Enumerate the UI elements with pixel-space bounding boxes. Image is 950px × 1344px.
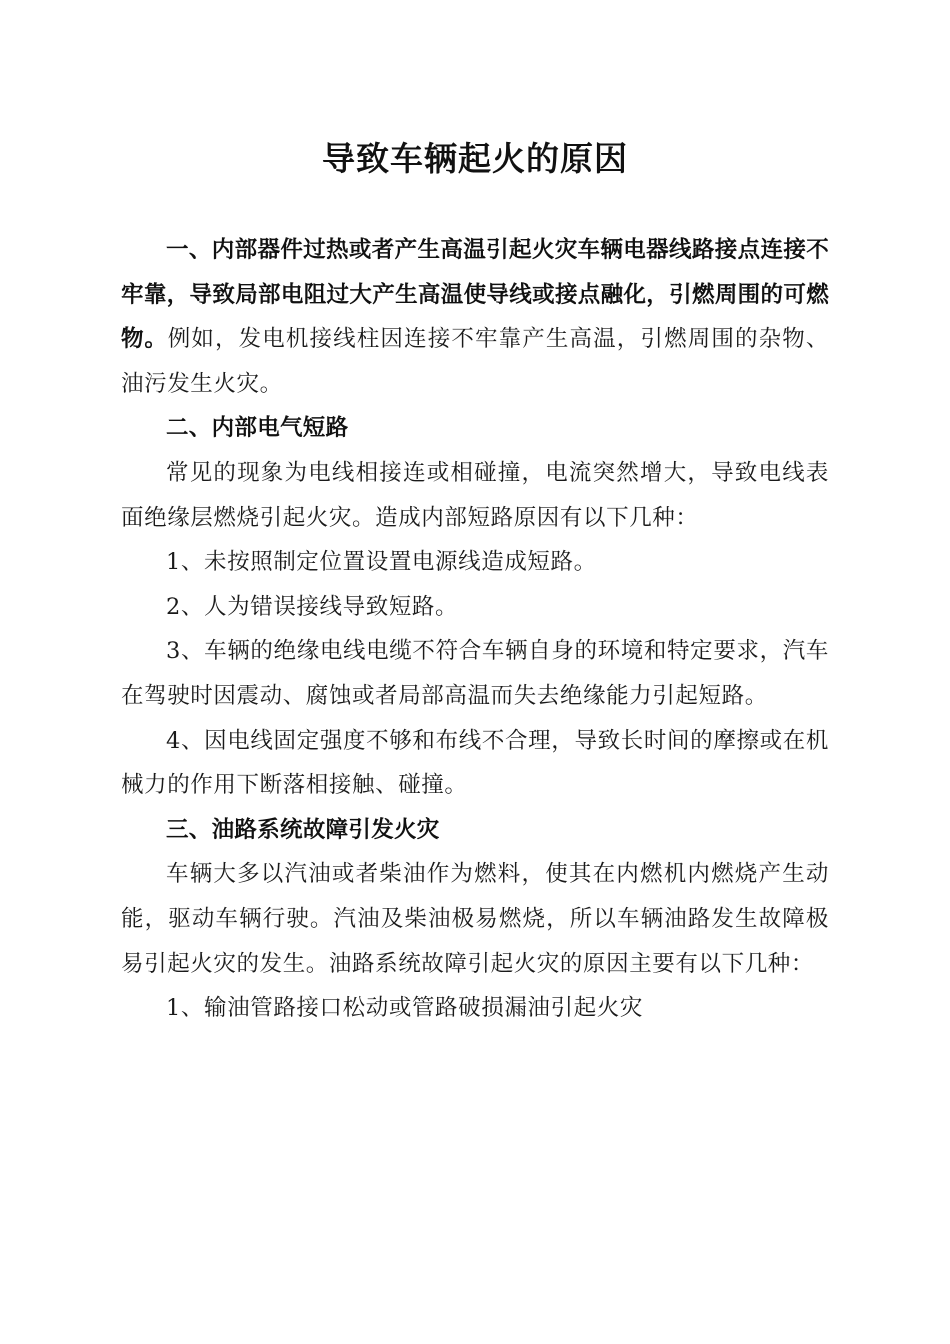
section-2-item-3: 3、车辆的绝缘电线电缆不符合车辆自身的环境和特定要求，汽车在驾驶时因震动、腐蚀或者局部高温而失去绝缘能力引起短路。 <box>121 638 829 709</box>
document-body <box>121 228 829 1031</box>
section-2-heading: 二、内部电气短路 <box>166 415 349 442</box>
section-3-heading: 三、油路系统故障引发火灾 <box>166 816 440 843</box>
section-3-paragraph: 车辆大多以汽油或者柴油作为燃料，使其在内燃机内燃烧产生动能，驱动车辆行驶。汽油及柴油极易燃烧，所以车辆油路发生故障极易引起火灾的发生。油路系统故障引起火灾的原因主要有以下几种： <box>121 861 829 977</box>
section-3-item-1: 1、输油管路接口松动或管路破损漏油引起火灾 <box>166 995 643 1022</box>
document-title: 导致车辆起火的原因 <box>322 139 628 178</box>
section-2-item-4: 4、因电线固定强度不够和布线不合理，导致长时间的摩擦或在机械力的作用下断落相接触、碰撞。 <box>121 727 829 799</box>
section-2-item-2: 2、人为错误接线导致短路。 <box>166 593 459 620</box>
section-2-paragraph: 常见的现象为电线相接连或相碰撞，电流突然增大，导致电线表面绝缘层燃烧引起火灾。造成内部短路原因有以下几种： <box>121 459 829 531</box>
section-2-item-1: 1、未按照制定位置设置电源线造成短路。 <box>166 549 597 576</box>
section-1-paragraph <box>121 228 829 406</box>
section-1-heading: 一、内部器件过热或者产生高温引起火灾车辆电器线路接点连接不牢靠，导致局部电阻过大产生高温使导线或接点融化，引燃周围的可燃物。 <box>121 237 829 353</box>
section-1-text: 例如，发电机接线柱因连接不牢靠产生高温，引燃周围的杂物、油污发生火灾。 <box>121 326 829 397</box>
